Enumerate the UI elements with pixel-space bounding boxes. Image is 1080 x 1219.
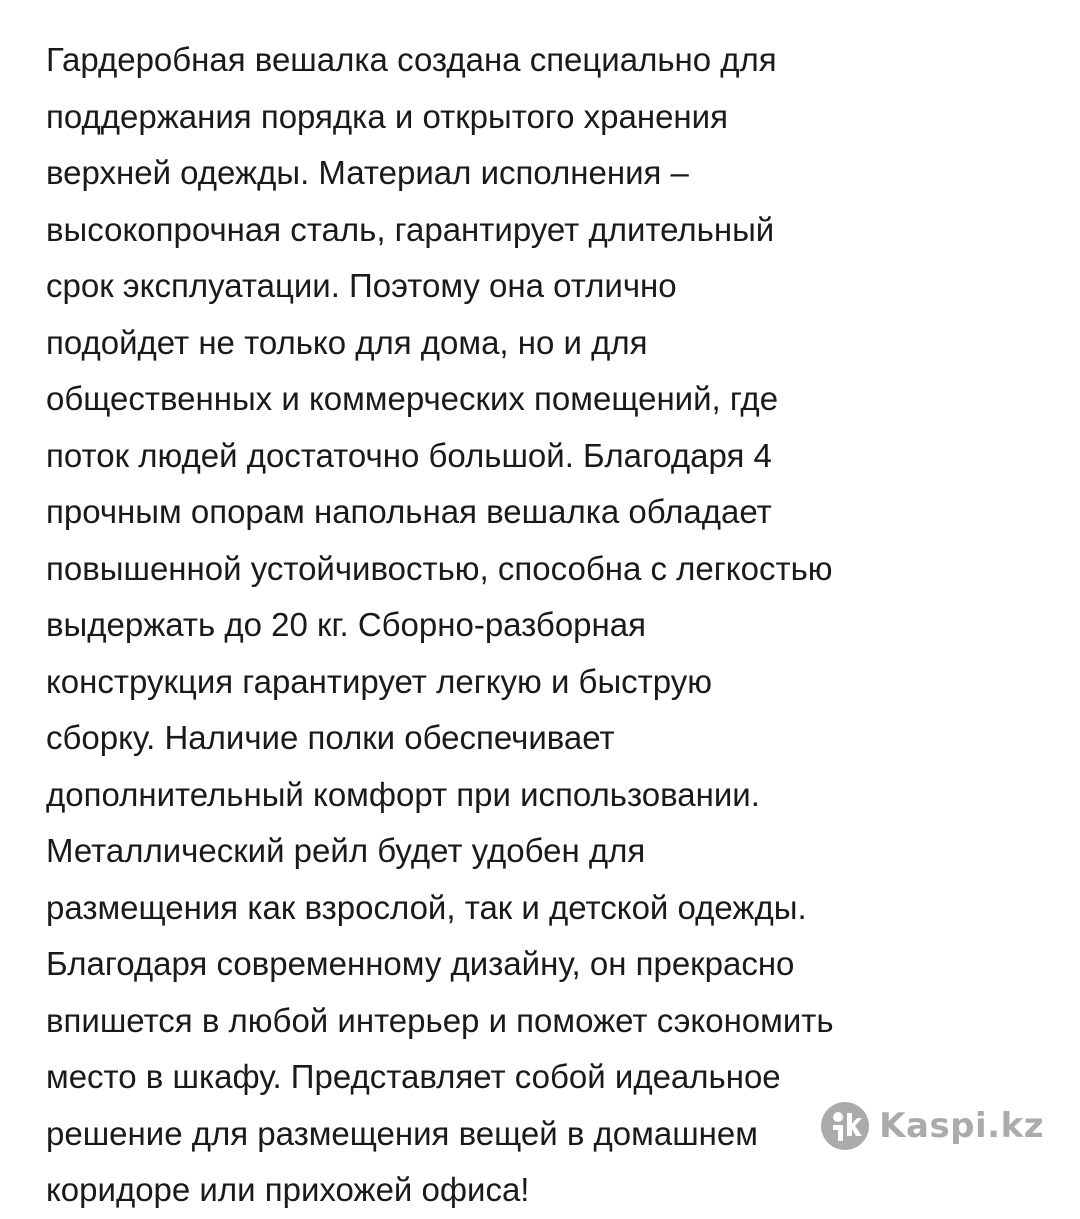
description-line-8: поток людей достаточно большой. Благодаря 4 [46, 436, 772, 474]
description-line-20: решение для размещения вещей в домашнем [46, 1114, 758, 1152]
product-description [46, 32, 1046, 1219]
description-line-12: конструкция гарантирует легкую и быструю [46, 662, 713, 700]
watermark-text: Kaspi.kz [879, 1106, 1044, 1146]
description-line-19: место в шкафу. Представляет собой идеальное [46, 1058, 781, 1095]
description-line-6: подойдет не только для дома, но и для [46, 323, 648, 361]
description-line-13: сборку. Наличие полки обеспечивает [46, 719, 615, 756]
description-line-11: выдержать до 20 кг. Сборно-разборная [46, 606, 646, 643]
description-line-21: коридоре или прихожей офиса! [46, 1171, 530, 1208]
description-line-3: верхней одежды. Материал исполнения – [46, 154, 689, 191]
description-line-2: поддержания порядка и открытого хранения [46, 97, 728, 135]
description-line-1: Гардеробная вешалка создана специально для [46, 41, 777, 78]
description-line-18: впишется в любой интерьер и поможет сэкономить [46, 1001, 834, 1039]
description-line-16: размещения как взрослой, так и детской одежды. [46, 888, 807, 926]
description-line-15: Металлический рейл будет удобен для [46, 832, 646, 869]
description-line-10: повышенной устойчивостью, способна с легкостью [46, 549, 833, 587]
description-line-14: дополнительный комфорт при использовании. [46, 775, 760, 813]
description-line-4: высокопрочная сталь, гарантирует длительный [46, 210, 775, 248]
kaspi-logo-icon [819, 1100, 871, 1152]
kaspi-watermark [819, 1100, 1044, 1152]
description-line-5: срок эксплуатации. Поэтому она отлично [46, 267, 677, 304]
description-line-17: Благодаря современному дизайну, он прекрасно [46, 945, 795, 982]
description-line-9: прочным опорам напольная вешалка обладает [46, 493, 772, 530]
description-line-7: общественных и коммерческих помещений, где [46, 380, 779, 417]
